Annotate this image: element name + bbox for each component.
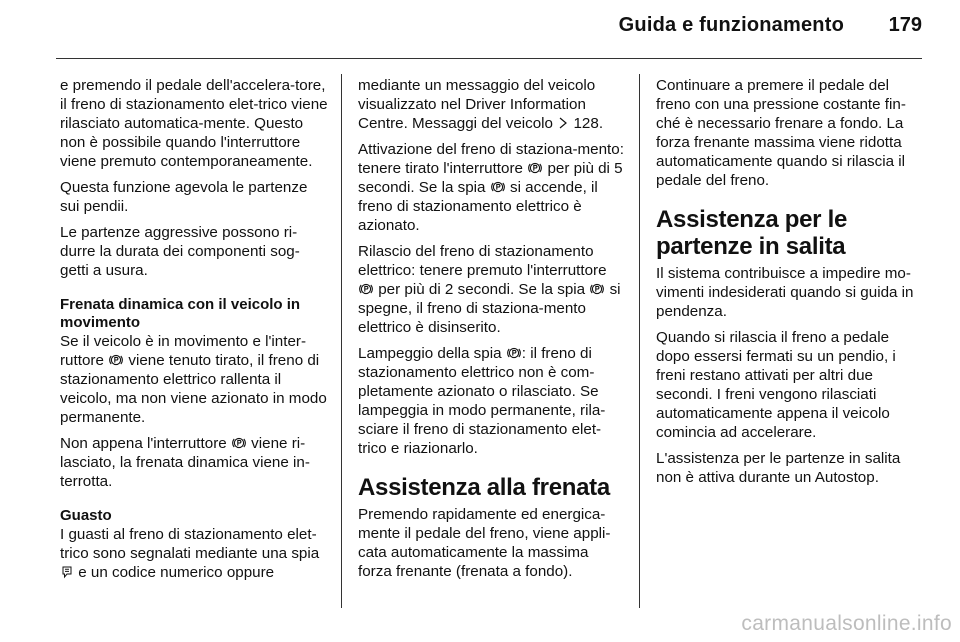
paragraph: Quando si rilascia il freno a pedale dopo essersi fermati su un pendio, i freni restano attivati per altri due secondi. I freni vengono rilasciati automaticamente appena il veicolo comincia ad accelerare. bbox=[656, 329, 896, 441]
watermark: carmanualsonline.info bbox=[741, 612, 952, 635]
paragraph: Se il veicolo è in movimento e l'inter-ruttore viene tenuto tirato, il freno di stazionamento elettrico rallenta il veicolo, ma non viene azionato in modo permanente. bbox=[60, 333, 327, 426]
paragraph: Questa funzione agevola le partenze sui pendii. bbox=[60, 179, 308, 215]
column-left bbox=[60, 76, 328, 589]
paragraph: Continuare a premere il pedale del freno con una pressione costante fin-ché è necessario frenare a fondo. La forza frenante massima viene ridotta automaticamente quando si rilascia il pedale del freno. bbox=[656, 77, 906, 189]
column-divider-left bbox=[341, 74, 342, 608]
paragraph: Premendo rapidamente ed energica-mente il pedale del freno, viene appli-cata automaticamente la massima forza frenante (frenata a fondo). bbox=[358, 506, 611, 580]
parking-brake-icon bbox=[359, 282, 373, 296]
paragraph: Non appena l'interruttore viene ri-lasciato, la frenata dinamica viene in-terrotta. bbox=[60, 435, 310, 490]
parking-brake-icon bbox=[590, 282, 604, 296]
column-divider-right bbox=[639, 74, 640, 608]
paragraph: mediante un messaggio del veicolo visualizzato nel Driver Information Centre. Messaggi del veicolo 128. bbox=[358, 77, 604, 132]
parking-brake-icon bbox=[507, 346, 521, 360]
header-divider bbox=[56, 58, 922, 59]
subheading-dynamic-braking: Frenata dinamica con il veicolo in movimento bbox=[60, 296, 301, 331]
page-reference: 128. bbox=[573, 115, 604, 132]
column-middle bbox=[358, 76, 626, 588]
page-reference-arrow-icon bbox=[558, 116, 568, 130]
section-heading-hill-start-assist: Assistenza per le partenze in salita bbox=[656, 206, 847, 260]
parking-brake-icon bbox=[109, 353, 123, 367]
paragraph: Attivazione del freno di staziona-mento: tenere tirato l'interruttore per più di 5 secondi. Se la spia si accende, il freno di stazionamento elettrico è azionato. bbox=[358, 141, 624, 234]
paragraph: Rilascio del freno di stazionamento elettrico: tenere premuto l'interruttore per più di 2 secondi. Se la spia si spegne, il freno di staziona-mento elettrico è disinserito. bbox=[358, 243, 621, 336]
parking-brake-icon bbox=[232, 436, 246, 450]
paragraph: Lampeggio della spia : il freno di stazionamento elettrico non è com-pletamente azionato o rilasciato. Se lampeggia in modo permanente, rila-sciare il freno di stazionamento elet-trico e riazionarlo. bbox=[358, 345, 606, 457]
paragraph: Le partenze aggressive possono ri-durre la durata dei componenti sog-getti a usura. bbox=[60, 224, 300, 279]
subheading-fault: Guasto bbox=[60, 507, 112, 524]
paragraph: e premendo il pedale dell'accelera-tore, il freno di stazionamento elet-trico viene rilasciato automatica-mente. Questo non è possibile quando l'interruttore viene premuto contemporaneamente. bbox=[60, 77, 328, 170]
section-heading-brake-assist: Assistenza alla frenata bbox=[358, 474, 610, 501]
parking-brake-icon bbox=[491, 180, 505, 194]
paragraph: Il sistema contribuisce a impedire mo-vimenti indesiderati quando si guida in pendenza. bbox=[656, 265, 914, 320]
column-right bbox=[656, 76, 922, 494]
page-number: 179 bbox=[888, 14, 922, 36]
brake-fault-icon bbox=[61, 565, 73, 579]
paragraph: I guasti al freno di stazionamento elet-trico sono segnalati mediante una spia e un codice numerico oppure bbox=[60, 526, 320, 581]
parking-brake-icon bbox=[528, 161, 542, 175]
header-title: Guida e funzionamento bbox=[618, 14, 844, 36]
paragraph: L'assistenza per le partenze in salita non è attiva durante un Autostop. bbox=[656, 450, 901, 486]
